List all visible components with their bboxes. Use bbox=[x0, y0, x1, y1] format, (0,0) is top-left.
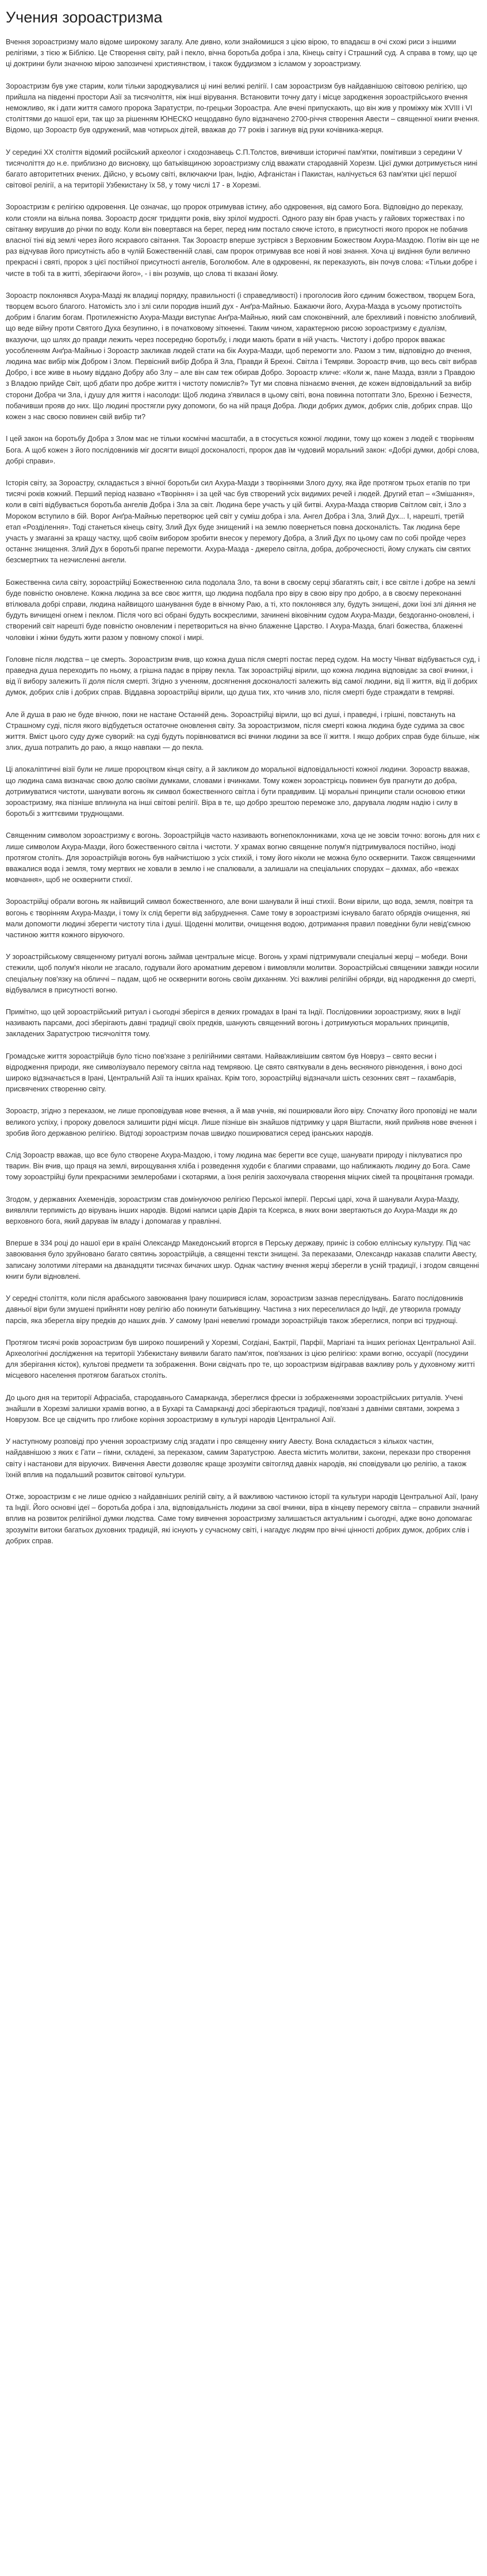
article-paragraph: Примітно, що цей зороастрійський ритуал і сьогодні зберігся в деяких громадах в Ірані та Індії. Послідовники зороастризму, яких в Індії називають парсами, досі зберігають давні традиції своїх предків, шанують священний вогонь і дотримуються моральних принципів, закладених Заратустрою тисячоліття тому. bbox=[6, 1008, 461, 1038]
article-paragraph: У середні століття, коли після арабського завоювання Ірану поширився іслам, зороастризм зазнав переслідувань. Багато послідовників давньої віри були змушені прийняти нову релігію або покинути батьківщину. Частина з них переселилася до Індії, де утворила громаду парсів, яка зберегла віру предків до наших днів. У самому Ірані невеликі громади зороастрійців також збереглися, попри всі труднощі. bbox=[6, 1294, 463, 1325]
article-paragraph: У середині XX століття відомий російський археолог і сходознавець С.П.Толстов, вивчивши історичні пам'ятки, помітивши з середини V тисячоліття до н.е. приблизно до висновку, що батьківщиною зороастризму слід вважати стародавній Хорезм. Цієї думки дотримується нині багато авторитетних вчених. Дійсно, у всьому світі, включаючи Іран, Індію, Афганістан і Пакистан, налічується 63 пам'ятки цієї першої світової релігії, а на території Узбекистану їх 58, у тому числі 17 - в Хорезмі. bbox=[6, 148, 478, 190]
article-paragraph: І цей закон на боротьбу Добра з Злом має не тільки космічні масштаби, а в стосується кожної людини, тому що кожен з людей є творінням Бога. А щоб кожен з його послідовників міг досягти вищої досконалості, пророк дав їм чудовий моральний закон: «Добрі думки, добрі слова, добрі справи». bbox=[6, 435, 480, 465]
article-body bbox=[6, 37, 480, 1547]
article-paragraph: Зороастризм є релігією одкровення. Це означає, що пророк отримував істину, або одкровення, від самого Бога. Відповідно до переказу, коли стояли на вільна поява. Зороастр досяг тридцяти років, віку зрілої мудрості. Одного разу він брав участь у гайових торжествах і по світанку вирушив до річки по воду. Коли він повертався на берег, перед ним постало сяюче істото, в присутності якого пророк не побачив власної тіні від землі через його яскравого світання. Так Зороастр вперше зустрівся з Верховним Божеством Ахура-Маздою. Потім він ще не раз відчував його присутність або в чулій Божественній славі, сам пророк отримував все нові й нові знання. Хоча ці видіння були велично прекрасні і святі, пророк з цієї постійної присутності ангелів, Боголюбом. Але в одкровенні, як переказують, він почув слова: «Тільки добре і чисте в тобі та в житті, зберігаючи його», - і він розумів, що слова ті вказані йому. bbox=[6, 203, 480, 278]
article-paragraph: Зороастр, згідно з переказом, не лише проповідував нове вчення, а й мав учнів, які поширювали його віру. Спочатку його проповіді не мали великого успіху, і пророку довелося залишити рідні місця. Лише пізніше він знайшов підтримку у царя Віштаспи, який прийняв нове вчення і зробив його державною релігією. Відтоді зороастризм почав швидко поширюватися серед іранських народів. bbox=[6, 1107, 477, 1137]
article-paragraph: У наступному розповіді про учення зороастризму слід згадати і про священну книгу Авесту. Вона складається з кількох частин, найдавнішою з яких є Гати – гімни, складені, за переказом, самим Заратустрою. Авеста містить молитви, закони, перекази про створення світу і настанови для віруючих. Вивчення Авести дозволяє краще зрозуміти світогляд давніх народів, які сповідували цю релігію, а також їхній вплив на подальший розвиток світової культури. bbox=[6, 1438, 471, 1479]
page-title: Учения зороастризма bbox=[6, 9, 163, 26]
article-paragraph: Ці апокаліптичні візії були не лише пророцтвом кінця світу, а й закликом до моральної відповідальності кожної людини. Зороастр вважав, що людина сама визначає свою долю своїми думками, словами і вчинками. Тому кожен зороастрієць повинен був прагнути до добра, дотримуватися чистоти, шанувати вогонь як символ божественного світла і бути правдивим. Ці моральні принципи стали основою етики зороастризму, яка пізніше вплинула на інші світові релігії. Віра в те, що добро зрештою переможе зло, дарувала людям надію і силу в боротьбі з життєвими труднощами. bbox=[6, 765, 470, 818]
article-paragraph: Історія світу, за Зороастру, складається з вічної боротьби сил Ахура-Мазди з творіннями Злого духу, яка йде протягом трьох етапів по три тисячі років кожний. Перший період названо «Творіння» і за цей час був створений усіх видимих речей і людей. Другий етап – «Змішання», коли в світі відбувається боротьба ангелів Добра і Зла за світ. Людина бере участь у цій битві. Ахура-Мазда створив Світлом світ, і Зло з Мороком вступило в бій. Ворог Анґра-Майнью перетворює цей світ у суміш добра і зла. Ангел Добра і Зла, Злий Дух... І, нарешті, третій етап «Розділення». Тоді станеться кінець світу, Злий Дух буде знищений і на землю повернеться повна досконалість. Так людина бере участь у змаганні за кращу частку, щоб своїм вибором зробити внесок у перемогу Добра, а Злий Дух по цьому сам по собі пройде через останнє знищення. Злий Дух в боротьбі прагне перемогти. Ахура-Мазда - джерело світла, добра, доброчесності, йому служать сім святих безсмертних та незчисленні ангели. bbox=[6, 478, 475, 565]
article-paragraph: Отже, зороастризм є не лише однією з найдавніших релігій світу, а й важливою частиною історії та культури народів Центральної Азії, Ірану та Індії. Його основні ідеї – боротьба добра і зла, відповідальність людини за свої вчинки, віра в кінцеву перемогу світла – справили значний вплив на розвиток релігійної думки людства. Саме тому вивчення зороастризму залишається актуальним і сьогодні, адже воно допомагає зрозуміти витоки багатьох духовних традицій, які існують у сучасному світі, і нагадує людям про вічні цінності добрих думок, добрих слів і добрих справ. bbox=[6, 1492, 480, 1545]
article-paragraph: Протягом тисячі років зороастризм був широко поширений у Хорезмі, Согдіані, Бактрії, Парфії, Маргіані та інших регіонах Центральної Азії. Археологічні дослідження на території Узбекистану виявили багато пам'яток, пов'язаних із цією релігією: храми вогню, оссуарії (посудини для зберігання кісток), культові предмети та зображення. Вони свідчать про те, що зороастризм відігравав важливу роль у духовному житті місцевого населення протягом багатьох століть. bbox=[6, 1338, 476, 1380]
article-paragraph: У зороастрійському священному ритуалі вогонь займав центральне місце. Вогонь у храмі підтримували спеціальні жерці – мобеди. Вони стежили, щоб полум'я ніколи не згасало, годували його ароматним деревом і вимовляли молитви. Зороастрійські священики завжди носили спеціальну пов'язку на обличчі – падам, щоб не осквернити вогонь своїм диханням. Усі важливі релігійні обряди, від народження до смерті, відбувалися в присутності вогню. bbox=[6, 953, 479, 994]
article-paragraph: Божественна сила світу, зороастрійці Божественною сила подолала Зло, та вони в своєму серці збагатять світ, і все світле і добре на землі буде повністю оновлене. Кожна людина за все своє життя, що людина подбала про віру в свою віру про добро, а в своєму переконанні втілювала добрі справи, людина найвищого шанування буде в вічному Раю, а ті, хто поклонявся злу, будуть знищені, доки їхні злі діяння не будуть вичищені огнем і пеклом. Після чого всі обрані будуть воскреслими, зачинені віковічним судом Ахура-Мазди, бездоганно-оновлені, і створений світ нарешті буде повністю оновленим і перетвориться на вічно блаженне Царство. І Ахура-Мазда, благі божества, блаженні чоловіки і жінки будуть жити разом у повному спокої і мирі. bbox=[6, 578, 477, 642]
article-paragraph: Слід Зороастр вважав, що все було створене Ахура-Маздою, і тому людина має берегти все суще, шанувати природу і піклуватися про тварин. Він вчив, що праця на землі, вирощування хліба і розведення худоби є благими справами, що наближають людину до Бога. Саме тому зороастрійці були прекрасними землеробами і скотарями, а їхня релігія заохочувала створення міцних сімей та процвітання громади. bbox=[6, 1151, 474, 1182]
article-paragraph: Громадське життя зороастрійців було тісно пов'язане з релігійними святами. Найважливішим святом був Новруз – свято весни і відродження природи, яке символізувало перемогу світла над темрявою. Це свято святкували в день весняного рівнодення, і воно досі широко відзначається в Ірані, Центральній Азії та інших країнах. Крім того, зороастрійці відзначали шість сезонних свят – гахамбарів, присвячених створенню світу. bbox=[6, 1052, 462, 1094]
article-paragraph: Згодом, у державних Ахеменідів, зороастризм став домінуючою релігією Перської імперії. Перські царі, хоча й шанували Ахура-Мазду, виявляли терпимість до вірувань інших народів. Відомі написи царів Дарія та Ксеркса, в яких вони звертаються до Ахура-Мазди як до верховного бога, який дарував їм владу і допомагав у правлінні. bbox=[6, 1195, 459, 1226]
article-paragraph: Зороастризм був уже старим, коли тільки зароджувалися ці нині великі релігії. І сам зороастризм був найдавнішою світовою релігією, що прийшла на південні простори Азії за тисячоліття, ніж інші вірування. Встановити точну дату і місце зародження зороастрійського вчення неможливо, як і дати життя самого пророка Заратустри, по-грецьки Зороастра. Але вчені припускають, що він жив у проміжку між XVIII і VI століттями до нашої ери, так що за рішенням ЮНЕСКО нещодавно було відзначено 2700-річчя створення Авести – священної книги вчення. Відомо, що Зороастр був одружений, мав чотирьох дітей, вважав до 77 років і загинув від руки кочівника-жерця. bbox=[6, 82, 480, 135]
article-paragraph: До цього дня на території Афрасіаба, стародавнього Самарканда, збереглися фрески із зображеннями зороастрійських ритуалів. Учені знайшли в Хорезмі залишки храмів вогню, а в Бухарі та Самарканді досі зберігаються традиції, пов'язані з давніми святами, зокрема з Новрузом. Все це свідчить про глибоке коріння зороастризму в культурі народів Центральної Азії. bbox=[6, 1393, 463, 1424]
article-paragraph: Зороастр поклонявся Ахура-Мазді як владиці порядку, правильності (і справедливості) і проголосив його єдиним божеством, творцем Бога, творцем всього благого. Натомість зло і злі сили породив інший дух - Анґра-Майнью. Бажаючи його, Ахура-Мазда в усьому протистоїть добрим і благим богам. Протилежністю Ахура-Мазди виступає Анґра-Майнью, який сам споконвічний, але брехливий і повністю злобливий, що веде війну проти Святого Духа безупинно, і в початковому зіткненні. Таким чином, характерною рисою зороастризму є дуалізм, вказуючи, що шлях до правди лежить через посередню боротьбу, і люди мають брати в ній участь. Чистоту і добро пророк вважає уособленням Анґра-Майнью і Зороастр закликав людей стати на бік Ахура-Мазди, щоб перемогти зло. Разом з тим, відповідно до вчення, людина має вибір між Добром і Злом. Первісний вибір Добра й Зла, Правди й Брехні. Світла і Темряви. Зороастр вчив, що весь світ вибрав Добро, і все живе в ньому віддано Добру або Злу – але він сам теж обирав Добро. Зороастр кличе: «Коли ж, пане Мазда, взяли з Правдою з Владою прийде Світ, щоб дбати про добре життя і чистоту помислів?» Тут ми сповна пізнаємо вчення, де кожен відповідальний за вибір сторони Добра чи Зла, і душу для життя і насолоди: Щоб людина з'явилася в цьому світі, вона повинна потоптати Зло, Брехню і Безчестя, побачивши прояв до них. Що людині простягли руку допомоги, бо на ній праця Добра. Люди добрих думок, добрих слів, добрих справ. Що кожен з нас своєю повинен свій вибір ти? bbox=[6, 291, 477, 421]
article-paragraph: Вперше в 334 році до нашої ери в країні Олександр Македонський вторгся в Перську державу, приніс із собою еллінську культуру. Під час завоювання було зруйновано багато святинь зороастрійців, а священні тексти знищені. За переказами, Олександр наказав спалити Авесту, записану золотими літерами на дванадцяти тисячах бичачих шкур. Однак частину вчення жерці зберегли в усній традиції, і згодом священні книги були відновлені. bbox=[6, 1239, 480, 1281]
article-paragraph: Зороастрійці обрали вогонь як найвищий символ божественного, але вони шанували й інші стихії. Вони вірили, що вода, земля, повітря та вогонь є творінням Ахура-Мазди, і тому їх слід берегти від забруднення. Саме тому в зороастризмі існувало багато обрядів очищення, які мали допомогти людині зберегти чистоту тіла і душі. Щоденні молитви, очищення водою, дотримання правил поведінки були невід'ємною частиною життя кожного віруючого. bbox=[6, 898, 473, 940]
article-paragraph: Головне після людства – це смерть. Зороастризм вчив, що кожна душа після смерті постає перед судом. На мосту Чінват відбувається суд, і праведна душа переходить по ньому, а грішна падає в прірву пекла. Так зороастрійці вірили, що кожна людина відповідає за свої вчинки, і від її вибору залежить її доля після смерті. Згідно з ученням, досягнення досконалості залежить від самої людини, від її життя, від її добрих думок, добрих слів і добрих справ. Віддавна зороастрійці вірили, що душа тих, хто чинив зло, після смерті буде страждати в темряві. bbox=[6, 655, 480, 697]
article-paragraph: Але й душа в раю не буде вічною, поки не настане Останній день. Зороастрійці вірили, що всі душі, і праведні, і грішні, повстануть на Страшному суді, після якого відбудеться остаточне оновлення світу. За зороастризмом, після смерті кожна людина буде судима за своє життя. Вміст цього суду дуже суворий: на суді будуть порівнюватися всі вчинки людини за все її життя. І якщо добрих справ буде більше, ніж злих, душа потрапить до раю, а якщо навпаки — до пекла. bbox=[6, 710, 480, 752]
article-paragraph: Священним символом зороастризму є вогонь. Зороастрійців часто називають вогнепоклонниками, хоча це не зовсім точно: вогонь для них є лише символом Ахура-Мазди, його божественного світла і чистоти. У храмах вогню священне полум'я підтримувалося постійно, іноді протягом століть. Для зороастрійців вогонь був найчистішою з усіх стихій, і тому його ніколи не можна було осквернити. Також священними вважалися вода і земля, тому мертвих не ховали в землю і не спалювали, а залишали на спеціальних спорудах – дахмах, або «вежах мовчання», щоб не осквернити стихії. bbox=[6, 831, 480, 884]
article-paragraph: Вчення зороастризму мало відоме широкому загалу. Але дивно, коли знайомишся з цією вірою, то впадаєш в очі схожі риси з іншими релігіями, з тією ж Біблією. Це Створення світу, рай і пекло, вічна боротьба добра і зла, Кінець світу і Страшний суд. А справа в тому, що це ці доктрини були значною мірою запозичені християнством, і також буддизмом з ісламом у зороастризму. bbox=[6, 38, 477, 68]
